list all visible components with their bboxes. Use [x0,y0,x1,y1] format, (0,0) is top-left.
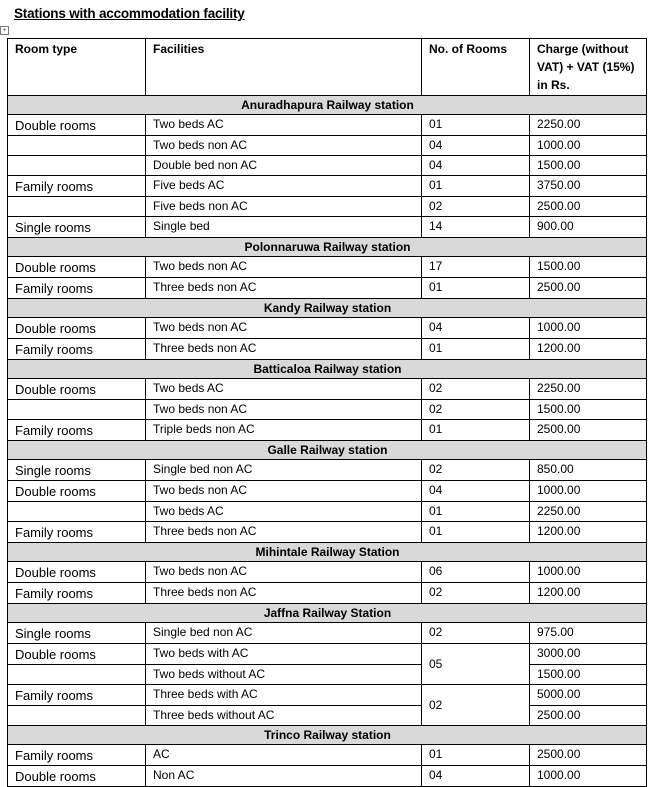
charge-cell: 3750.00 [530,176,647,197]
table-row [8,257,647,278]
facility-cell: Three beds non AC [146,522,422,543]
table-row [8,339,647,360]
room-type-cell: Family rooms [8,583,146,604]
station-name: Batticaloa Railway station [8,360,647,379]
room-type-cell [8,665,146,685]
charge-cell: 1500.00 [530,257,647,278]
rooms-count-cell: 02 [422,400,530,420]
room-type-cell: Single rooms [8,217,146,238]
header-no-of-rooms: No. of Rooms [422,39,530,96]
accommodation-table-container [7,38,646,787]
rooms-count-cell: 01 [422,278,530,299]
facility-cell: Two beds non AC [146,400,422,420]
station-header-row [8,441,647,460]
table-row [8,136,647,156]
room-type-cell: Double rooms [8,644,146,665]
station-header-row [8,238,647,257]
room-type-cell: Family rooms [8,339,146,360]
station-name: Jaffna Railway Station [8,604,647,623]
charge-cell: 2250.00 [530,379,647,400]
facility-cell: Three beds without AC [146,706,422,726]
charge-cell: 1000.00 [530,318,647,339]
room-type-cell [8,197,146,217]
charge-cell: 2250.00 [530,115,647,136]
accommodation-table [7,38,647,787]
charge-cell: 975.00 [530,623,647,644]
facility-cell: Three beds non AC [146,583,422,604]
rooms-count-cell: 02 [422,583,530,604]
room-type-cell [8,502,146,522]
rooms-count-cell: 02 [422,197,530,217]
charge-cell: 1500.00 [530,156,647,176]
table-row [8,481,647,502]
station-name: Mihintale Railway Station [8,543,647,562]
facility-cell: Triple beds non AC [146,420,422,441]
room-type-cell: Single rooms [8,460,146,481]
station-header-row [8,96,647,115]
rooms-count-cell: 14 [422,217,530,238]
station-header-row [8,299,647,318]
facility-cell: Two beds AC [146,502,422,522]
room-type-cell: Double rooms [8,115,146,136]
facility-cell: Single bed non AC [146,623,422,644]
table-row [8,562,647,583]
rooms-count-cell: 04 [422,156,530,176]
room-type-cell: Family rooms [8,176,146,197]
charge-cell: 2250.00 [530,502,647,522]
room-type-cell: Double rooms [8,562,146,583]
rooms-count-cell: 01 [422,522,530,543]
room-type-cell: Double rooms [8,481,146,502]
rooms-count-cell: 04 [422,481,530,502]
rooms-count-cell: 02 [422,460,530,481]
room-type-cell: Family rooms [8,278,146,299]
rooms-count-cell: 04 [422,766,530,787]
charge-cell: 900.00 [530,217,647,238]
table-row [8,685,647,706]
charge-cell: 1200.00 [530,583,647,604]
rooms-count-cell: 04 [422,318,530,339]
table-row [8,197,647,217]
charge-cell: 850.00 [530,460,647,481]
station-name: Trinco Railway station [8,726,647,745]
table-row [8,278,647,299]
charge-cell: 1500.00 [530,665,647,685]
charge-cell: 1000.00 [530,766,647,787]
table-row [8,460,647,481]
station-header-row [8,726,647,745]
table-header-row [8,39,647,96]
station-header-row [8,360,647,379]
rooms-count-cell: 01 [422,339,530,360]
charge-cell: 3000.00 [530,644,647,665]
header-room-type: Room type [8,39,146,96]
table-row [8,644,647,665]
rooms-count-cell: 05 [422,644,530,685]
rooms-count-cell: 01 [422,176,530,197]
table-row [8,420,647,441]
header-facilities: Facilities [146,39,422,96]
facility-cell: Five beds non AC [146,197,422,217]
table-row [8,115,647,136]
facility-cell: Five beds AC [146,176,422,197]
facility-cell: Three beds non AC [146,339,422,360]
table-row [8,623,647,644]
charge-cell: 5000.00 [530,685,647,706]
rooms-count-cell: 17 [422,257,530,278]
rooms-count-cell: 02 [422,623,530,644]
rooms-count-cell: 01 [422,745,530,766]
room-type-cell [8,400,146,420]
table-row [8,400,647,420]
room-type-cell: Family rooms [8,420,146,441]
room-type-cell: Family rooms [8,685,146,706]
room-type-cell: Family rooms [8,522,146,543]
charge-cell: 1200.00 [530,522,647,543]
station-name: Galle Railway station [8,441,647,460]
table-row [8,665,647,685]
room-type-cell: Double rooms [8,379,146,400]
facility-cell: Three beds with AC [146,685,422,706]
facility-cell: Two beds without AC [146,665,422,685]
rooms-count-cell: 01 [422,502,530,522]
rooms-count-cell: 02 [422,685,530,726]
rooms-count-cell: 04 [422,136,530,156]
rooms-count-cell: 02 [422,379,530,400]
facility-cell: Non AC [146,766,422,787]
table-row [8,522,647,543]
facility-cell: Two beds non AC [146,136,422,156]
table-body [8,96,647,787]
facility-cell: Two beds non AC [146,257,422,278]
table-row [8,176,647,197]
charge-cell: 2500.00 [530,197,647,217]
room-type-cell: Single rooms [8,623,146,644]
table-move-handle-icon[interactable]: + [0,26,9,35]
table-row [8,583,647,604]
table-row [8,745,647,766]
charge-cell: 2500.00 [530,706,647,726]
station-header-row [8,543,647,562]
room-type-cell: Double rooms [8,257,146,278]
facility-cell: Two beds with AC [146,644,422,665]
charge-cell: 2500.00 [530,278,647,299]
table-row [8,156,647,176]
charge-cell: 1000.00 [530,136,647,156]
charge-cell: 1000.00 [530,562,647,583]
room-type-cell: Family rooms [8,745,146,766]
facility-cell: AC [146,745,422,766]
rooms-count-cell: 06 [422,562,530,583]
room-type-cell [8,136,146,156]
charge-cell: 1000.00 [530,481,647,502]
table-row [8,502,647,522]
table-row [8,217,647,238]
station-name: Anuradhapura Railway station [8,96,647,115]
facility-cell: Two beds AC [146,115,422,136]
header-charge: Charge (without VAT) + VAT (15%) in Rs. [530,39,647,96]
facility-cell: Two beds non AC [146,481,422,502]
table-row [8,318,647,339]
charge-cell: 1500.00 [530,400,647,420]
charge-cell: 2500.00 [530,420,647,441]
room-type-cell: Double rooms [8,318,146,339]
table-row [8,706,647,726]
rooms-count-cell: 01 [422,420,530,441]
facility-cell: Single bed [146,217,422,238]
room-type-cell [8,156,146,176]
charge-cell: 2500.00 [530,745,647,766]
facility-cell: Three beds non AC [146,278,422,299]
station-name: Polonnaruwa Railway station [8,238,647,257]
charge-cell: 1200.00 [530,339,647,360]
facility-cell: Two beds AC [146,379,422,400]
table-row [8,379,647,400]
room-type-cell [8,706,146,726]
facility-cell: Double bed non AC [146,156,422,176]
room-type-cell: Double rooms [8,766,146,787]
rooms-count-cell: 01 [422,115,530,136]
facility-cell: Two beds non AC [146,318,422,339]
table-row [8,766,647,787]
document-title: Stations with accommodation facility [14,6,245,21]
facility-cell: Single bed non AC [146,460,422,481]
station-name: Kandy Railway station [8,299,647,318]
station-header-row [8,604,647,623]
facility-cell: Two beds non AC [146,562,422,583]
